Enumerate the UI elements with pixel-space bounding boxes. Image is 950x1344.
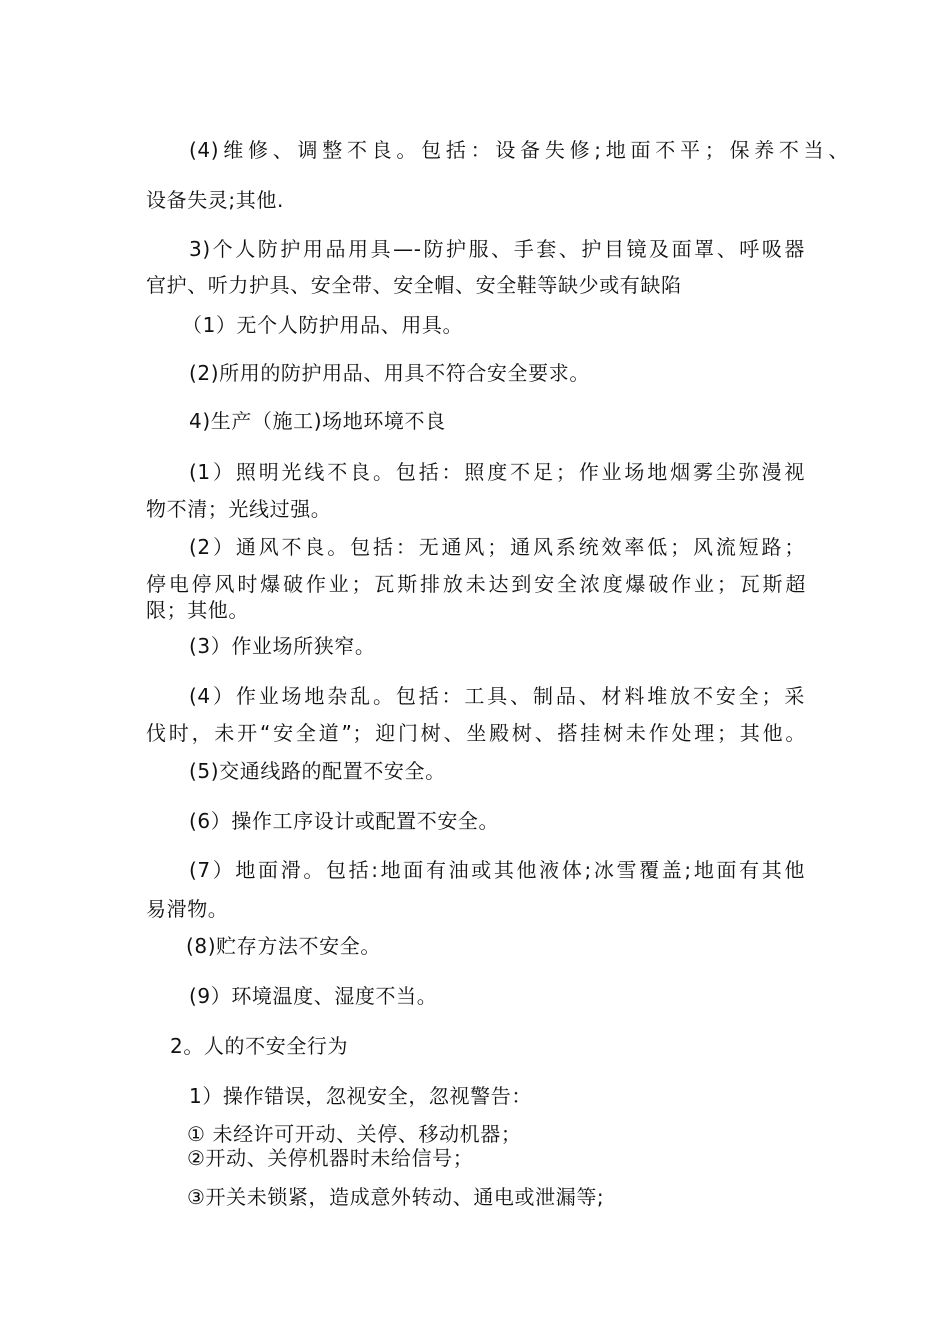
list-item: ③开关未锁紧，造成意外转动、通电或泄漏等; [187,1185,605,1209]
list-item: (2)所用的防护用品、用具不符合安全要求。 [189,361,590,385]
paragraph-line: 3)个人防护用品用具—-防护服、手套、护目镜及面罩、呼吸器 [189,237,805,261]
list-item: ②开动、关停机器时未给信号； [187,1146,474,1170]
paragraph-line: 停电停风时爆破作业；瓦斯排放未达到安全浓度爆破作业；瓦斯超 [146,572,806,596]
paragraph-line: 易滑物。 [146,897,229,921]
list-item: (8)贮存方法不安全。 [186,934,381,958]
paragraph-line: (1）照明光线不良。包括：照度不足；作业场地烟雾尘弥漫视 [189,460,805,484]
paragraph-line: 物不清；光线过强。 [146,497,332,521]
list-item: (5)交通线路的配置不安全。 [189,759,446,783]
paragraph-line: 伐时，未开“安全道”；迎门树、坐殿树、搭挂树未作处理；其他。 [146,721,806,745]
list-item: (3）作业场所狭窄。 [189,634,376,658]
paragraph-line: (4)维修、调整不良。包括：设备失修;地面不平；保养不当、 [189,138,849,162]
paragraph-line: 官护、听力护具、安全带、安全帽、安全鞋等缺少或有缺陷 [146,273,682,297]
paragraph-line: (2）通风不良。包括：无通风；通风系统效率低；风流短路； [189,535,805,559]
paragraph-line: (4）作业场地杂乱。包括：工具、制品、材料堆放不安全；采 [189,684,805,708]
paragraph-line: 设备失灵;其他. [146,188,284,212]
paragraph-line: (7）地面滑。包括:地面有油或其他液体;冰雪覆盖;地面有其他 [189,858,805,882]
section-heading: 2。人的不安全行为 [170,1034,349,1058]
section-heading: 4)生产（施工)场地环境不良 [189,409,446,433]
paragraph-line: 限；其他。 [146,598,249,622]
subsection-heading: 1）操作错误，忽视安全，忽视警告： [189,1084,532,1108]
list-item: （1）无个人防护用品、用具。 [182,313,464,337]
list-item: ① 未经许可开动、关停、移动机器； [187,1122,522,1146]
list-item: (9）环境温度、湿度不当。 [189,984,438,1008]
list-item: (6）操作工序设计或配置不安全。 [189,809,500,833]
